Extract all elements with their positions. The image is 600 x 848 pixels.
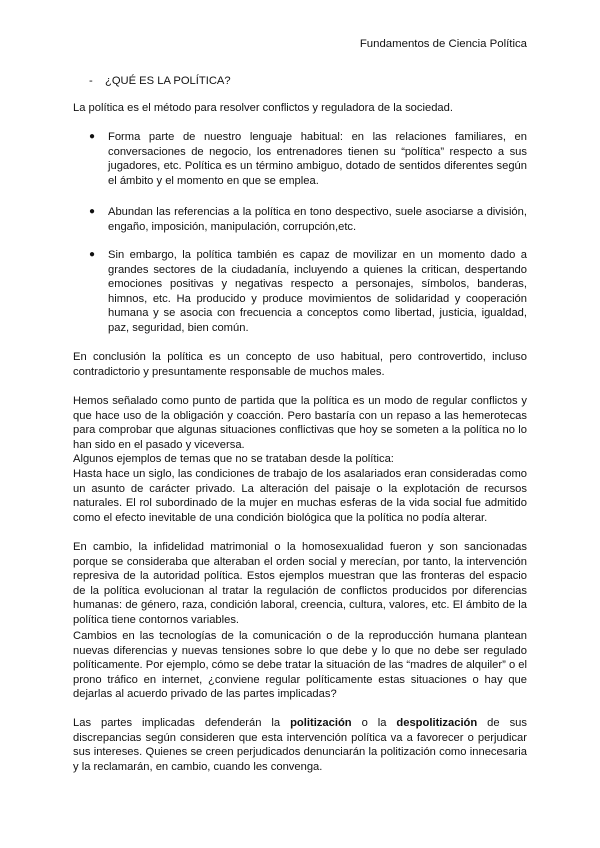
bullet-icon: ● xyxy=(89,249,96,260)
starting-point-paragraph: Hemos señalado como punto de partida que la política es un modo de regular conflictos y que hace uso de la obligación y coacción. Pero bastaría con un repaso a las hemerotecas para comprobar que algunas situaciones conflictivas que hoy se someten a la política no lo han sido en el pasado y viceversa. xyxy=(73,395,527,451)
conclusion-paragraph: En conclusión la política es un concepto de uso habitual, pero controvertido, incluso contradictorio y presuntamente responsable de muchos males. xyxy=(73,351,527,378)
term-despolitizacion: despolitización xyxy=(396,717,478,729)
page-header: Fundamentos de Ciencia Política xyxy=(359,38,527,50)
bullet-icon: ● xyxy=(89,206,96,217)
bullet-text: Forma parte de nuestro lenguaje habitual: en las relaciones familiares, en conversaciones de negocio, los entrenadores tienen su “política” respecto a sus jugadores, etc. Política es un término ambiguo, dotado de sentidos diferentes según el ámbito y el momento en que se emplea. xyxy=(108,131,527,187)
term-politizacion: politización xyxy=(290,717,352,729)
examples-intro: Algunos ejemplos de temas que no se trataban desde la política: xyxy=(73,453,394,465)
bullet-item xyxy=(89,130,527,188)
bullet-item xyxy=(89,248,527,336)
bullet-icon: ● xyxy=(89,131,96,142)
technology-paragraph: Cambios en las tecnologías de la comunicación o de la reproducción humana plantean nuevas diferencias y nuevas tensiones sobre lo que debe y lo que no debe ser regulado políticamente. Por ejemplo, cómo se debe tratar la situación de las “madres de alquiler” o el prono tráfico en internet, ¿conviene regular políticamente estas situaciones o hay que dejarlas al acuerdo privado de las partes implicadas? xyxy=(73,630,527,701)
intro-paragraph: La política es el método para resolver conflictos y reguladora de la sociedad. xyxy=(73,102,453,114)
section-heading xyxy=(89,74,231,89)
bullet-text: Abundan las referencias a la política en tono despectivo, suele asociarse a división, engaño, imposición, manipulación, corrupción,etc. xyxy=(108,206,527,233)
heading-dash: - xyxy=(89,75,93,87)
final-paragraph: Las partes implicadas defenderán la politización o la despolitización de sus discrepancias según consideren que esta intervención política va a favorecer o perjudicar sus intereses. Quienes se creen perjudicados denunciarán la politización como innecesaria y la reclamarán, en cambio, cuando les convenga. xyxy=(73,717,527,773)
contrast-paragraph: En cambio, la infidelidad matrimonial o la homosexualidad fueron y son sancionadas porque se consideraba que alteraban el orden social y merecían, por tanto, la intervención represiva de la autoridad política. Estos ejemplos muestran que las fronteras del espacio de la política evolucionan al tratar la regulación de conflictos producidos por diferencias humanas: de género, raza, condición laboral, creencia, cultura, valores, etc. El ámbito de la política tiene contornos variables. xyxy=(73,541,527,626)
examples-paragraph: Hasta hace un siglo, las condiciones de trabajo de los asalariados eran consideradas como un asunto de carácter privado. La alteración del paisaje o la explotación de recursos naturales. El rol subordinado de la mujer en muchas esferas de la vida social fue admitido como el efecto inevitable de una condición biológica que la política no podía alterar. xyxy=(73,468,527,524)
bullet-text: Sin embargo, la política también es capaz de movilizar en un momento dado a grandes sectores de la ciudadanía, incluyendo a quienes la critican, despertando emociones positivas y negativas respecto a personajes, símbolos, banderas, himnos, etc. Ha producido y produce movimientos de solidaridad y cooperación humana y se asocia con frecuencia a conceptos como libertad, justicia, igualdad, paz, seguridad, bien común. xyxy=(108,249,527,334)
heading-text: ¿QUÉ ES LA POLÍTICA? xyxy=(105,75,231,87)
bullet-item xyxy=(89,205,527,234)
